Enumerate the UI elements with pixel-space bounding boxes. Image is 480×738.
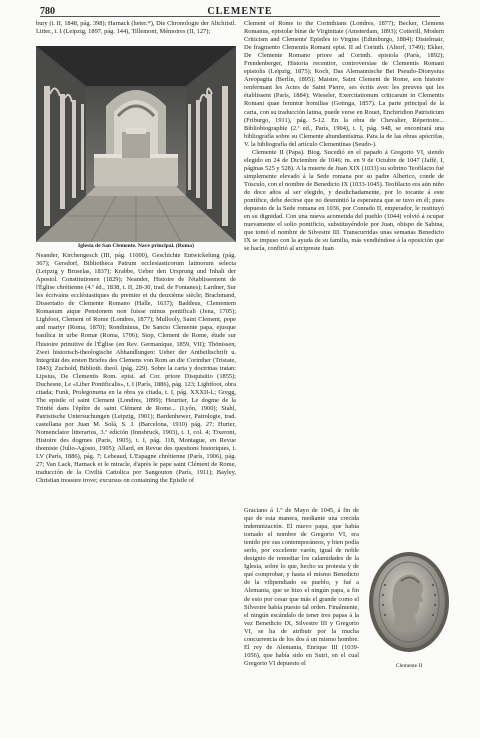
running-title: CLEMENTE xyxy=(207,6,273,17)
left-column-bottom-text xyxy=(36,252,236,730)
page-number: 780 xyxy=(40,6,55,17)
paragraph: Graciano á 1.º de Mayo de 1045, á fin de que de esta manera, mediante una crecida indemnización. El nuevo papa, que había tomado el nombre de Gregorio VI, era tenido por sus contemporáneos, y bien podía serlo, por excelente varón, igual de noble designio de remediar los calamidades de la Iglesia, sobre lo que, hecho su protesta y de qué comprobar, y hasta el mismo Benedicto de la vilipendiado su pueblo, y fué a Alemania, que se hizo el ningún papa, a fin de esto por cesar que más el grande como el Silvestre había puesto tal orden. Finalmente, el ningún escándalo de tener tres papas á la vez Benedicto IX, Silvestre III y Gregorio VI, se ha de atribuir por la mucha concurrencia de los dos á un mismo hombre. El rey de Alemania, Enrique III (1039-1056), que había sido en Sutri, en el cual Gregorio VI depuesto el xyxy=(244,507,359,667)
medal-caption: Clemente II xyxy=(395,663,423,669)
clement-ii-medal-image xyxy=(365,545,453,660)
photo-caption: Iglesia de San Clemente. Nave principal. (Roma) xyxy=(78,243,194,249)
paragraph: bury (t. II, 1848, pág. 398); Harnack (heter.*), Die Chronologie der Altchristl. Litter., t. I (Leipzig, 1897, pág. 144), Tillemont, Mémoires (II, 127); xyxy=(36,20,236,36)
paragraph: Neander, Kirchengesch (III, pág. 11000), Geschichte Entwickelung (pág. 367); Gersdorf, Bibliotheca Patrum ecclesiasticorum latinorum selecta (Leipzig y Bruselas, 1837); Krabbe, Ueber den Ursprung und Inhalt der Apostol. Constitutionen (1829); Neander, Histoire de l'établissement de l'Église chrétienne (4.ª éd., 1838, t. II, 28-30, trad. de Fontanes); Lardner, Sur les écrivains ecclésiastiques du premier et du deuxième siècle; Brachmand, Dissertatio de Clemente Romano (Halle, 1637); Baddeus, Clementem Romanum atque Pensionem non fuisse minus pontificali (Jena, 1705); Lighfoot, Clement of Rome (Londres, 1877); Mullooly, Saint Clement, pope and martyr (Roma, 1870); Rondininus, De Sancto Clemente papa, ejusque basilica in urbe Romæ (Roma, 1706); Stop, Clement de Rome, étude sur l'histoire primitive de l'Église (en Rev. Germanique, 1859, VII); Thönissen, Zwei historisch-theologische Abhandlungen: Ueber der Antheiltschrift u. Integrität des ersten Briefes des Clemens von Rom an die Corinther (Tristate, 1843); Zuchold, Biblioth. theol. (pág. 229). Sobre la carta y doctrinas tratan: Lipsius, De Clementis Rom. epist. ad Cor. priore Disquisitio (1855); Duchesne, Le «Liber Pontificalis», t. I (París, 1886), pág. 123; Lightfoot, obra citada; Funk, Prolegomena en la obra ya citada, t. I, pág. XXXII-L; Gregg, The epistle of saint Clement (Londres, 1899); Heurtier, Le dogme de la Trinité dans l'épître de saint Clément de Rome... (Lyón, 1900); Stahl, Patristische Untersuchungen (Leipzig, 1901); Bardenhewer, Patrologie, trad. castellana por Juan M. Solá, S. J. (Barcelona, 1910) pág. 27; Hurter, Nomenclator litterarius, 3.ª edición (Innsbruck, 1903), t. I, col. 4; Tixeront, Histoire des dogmes (París, 1905), t. I, pág. 118, Montague, en Revue thomiste (Julio-Agosto, 1905); Allard, en Revue des questions historiques, t. LV (París, 1886), pág. 7; Lebeaud, L'Espagne chrétienne (París, 1906), pág. 27; Van Lack, Harnack et le miracle, d'après le pape saint Clément de Rome, traducción de la Civiltà Cattolica por Sangouton (París, 1911); Bayley, Christian treasure trove; excursus on containing the Epistle of xyxy=(36,252,236,485)
church-nave-photo xyxy=(36,46,236,242)
header-rule xyxy=(40,16,440,17)
left-column-top-text xyxy=(36,20,236,44)
right-column-bottom-text xyxy=(244,507,359,730)
paragraph: Clemente II (Papa). Biog. Sucedió en el papado á Gregorio VI, siendo elegido en 24 de Diciembre de 1046; m. en 9 de Octubre de 1047 (Jaffé, I, páginas 525 y 528). A la muerte de Juan XIX (1033) su sobrino Teofilacto fué simplemente elevado á la Sede romana por su padre Alberico, conde de Túsculo, con el nombre de Benedicto IX (1033-1045). Teofilacto era aún niño de doce años al ser elegido, y desdichadamente, por lo tocante á este pontífice, debe decirse que no desmintió la esperanza que se tuvo en él; pues depuesto de la Sede romana en 1036, por Conrado II, emperador, le restituyó en su dignidad. Con una nueva acometida del pueblo (1044) volvió á ocupar nuevamente el solio pontificio, substituyéndole por Juan, obispo de Sabina, que tomó el nombre de Silvestre III. Transcurridas unas semanas Benedicto IX se impuso con la ayuda de su familia, más vendiéndose á la oposición que se hacía, confirió al arcipreste Juan xyxy=(244,148,444,253)
right-column-top-text xyxy=(244,20,444,507)
paragraph: Clement of Rome to the Corinthians (Londres, 1877); Becker, Clemens Romanus, epistolæ binæ de Virginitate (Amsterdam, 1893); Cotterill, Modern Criticism and Clements' Epistles to Virgins (Edimburgo, 1884); Distelmair, De fragmento Clementis Romani epist. II ad Corinth. (Altorf, 1749); Ekker, De Clemente Romano priore ad Corinth. epistola (París, 1892); Frendenberger, Historia recentior, controversiae de Clementis Romani epistolis (Leipzig, 1875); Koch, Das Alemannische Bei Pseudo-Dionysius Areopagita (Berlín, 1895); Maistre, Saint Clement de Rome, son histoire renfermant les Actes de Saint Pierre, ses écrits avec les preuves qui les établissent (París, 1884); Wieseler, Exercitationum criticarum in Clementis Romani quae feruntur homilias (Gotinga, 1857). La parte principal de la carta, con su traducción latina, puede verse en Rouet, Enchiridion Patristicum (Friburgo, 1911), pág. 5-12. En la obra de Chevalier, Répertoire... Bibliobiographie (2.ª ed., París, 1904), t. I, pág. 948, se encontrará una bibliografía sobre su Clemente abundantísima. Para la de las obras apócrifas, V. la bibliografía del artículo Clementinas (Seudo-). xyxy=(244,20,444,148)
